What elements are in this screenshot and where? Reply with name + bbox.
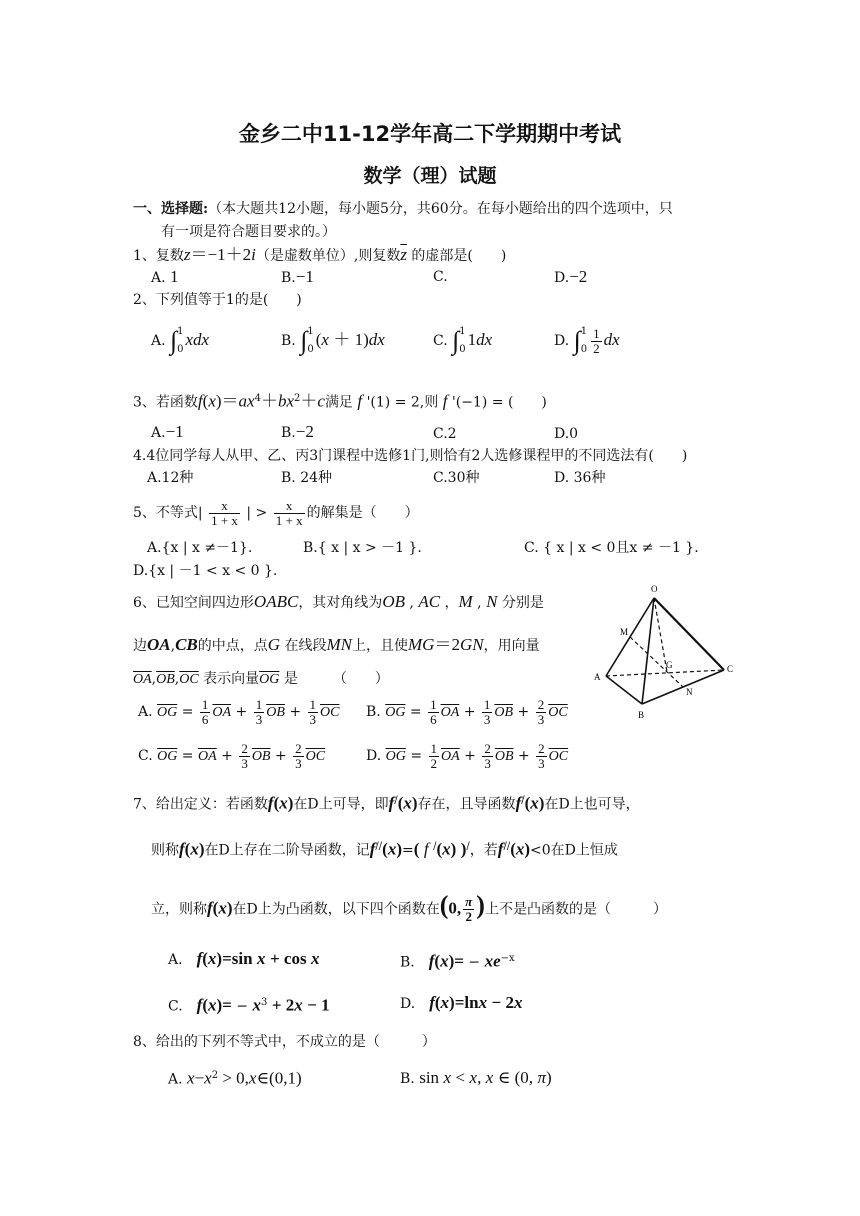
question-5-option-d: D.{x | －1 < x < 0 }. (133, 563, 278, 579)
question-8-stem: 8、给出的下列不等式中，不成立的是（ ） (133, 1034, 436, 1050)
question-6-line-3: $\overline{OA},\overline{OB},\overline{OC}$ 表示向量$\overline{OG}$ 是 （ ） (133, 671, 389, 687)
question-5-option-a: A.{x | x ≠－1}. (147, 540, 253, 556)
tetrahedron-figure (590, 580, 740, 725)
question-1-option-b: B.−1 (281, 267, 314, 286)
question-7-option-a: A. f(x)=sin x + cos x (168, 949, 320, 968)
question-2-option-d: D. ∫ 1 0 $\frac{1}{2}$ dx (554, 325, 620, 356)
question-3-option-d: D.0 (554, 426, 579, 442)
question-3-option-c: C.2 (433, 426, 457, 442)
question-1-option-d: D.−2 (554, 267, 588, 286)
question-7-line-1: 7、给出定义：若函数f(x)在D上可导，即f/(x)存在，且导函数f/(x)在D上也可导， (133, 793, 640, 813)
question-4-option-a: A.12种 (147, 470, 194, 486)
question-6-option-d: D. $\overline{OG}$ = $\frac{1}{2}$ $\overline{OA}$ + $\frac{2}{3}$ $\overline{OB}$ + $\frac{2}{3}$ $\overline{OC}$ (366, 740, 569, 771)
question-4-option-b: B. 24种 (281, 470, 333, 486)
question-5-option-c: C. { x | x < 0且x ≠ －1 }. (524, 540, 699, 556)
question-2-option-a: A. ∫ 1 0 xdx (151, 326, 210, 355)
question-4-option-c: C.30种 (433, 470, 480, 486)
figure-label-n: N (686, 687, 693, 697)
question-3-stem: 3、若函数$f(x)=ax^4+bx^2+c$满足 f '(1) = 2,则 f '(−1) = ( ) (133, 391, 547, 411)
question-2-option-b: B. ∫ 1 0 (x ＋ 1)dx (281, 326, 385, 355)
question-6-option-a: A. $\overline{OG}$ = $\frac{1}{6}$ $\overline{OA}$ + $\frac{1}{3}$ $\overline{OB}$ + $\frac{1}{3}$ $\overline{OC}$ (138, 696, 340, 727)
question-5-stem: 5、不等式| $\frac{x}{1 + x}$ | > $\frac{x}{1 + x}$ 的解集是（ ） (133, 497, 419, 528)
question-8-option-a: A. $x-x^2$ > 0,x∈(0,1) (168, 1068, 302, 1088)
figure-label-b: B (638, 710, 645, 720)
figure-label-g: G (666, 660, 673, 670)
question-1-stem: 1、复数z＝−1＋2i（是虚数单位）,则复数$\overline{z}$ 的虚部是( ) (133, 245, 507, 264)
question-6-line-1: 6、已知空间四边形OABC，其对角线为OB , AC ，M , N 分别是 (133, 592, 544, 611)
question-8-option-b: B. sin x < x, x ∈ (0, π) (400, 1068, 552, 1087)
section-instructions-line2: 有一项是符合题目要求的。） (161, 224, 336, 240)
exam-title: 金乡二中11-12学年高二下学期期中考试 (238, 122, 622, 146)
question-6-option-b: B. $\overline{OG}$ = $\frac{1}{6}$ $\overline{OA}$ + $\frac{1}{3}$ $\overline{OB}$ + $\frac{2}{3}$ $\overline{OC}$ (366, 696, 568, 727)
question-3-option-b: B.−2 (281, 422, 314, 441)
figure-label-o: O (651, 584, 658, 594)
question-1-option-c: C. (433, 269, 448, 285)
question-7-line-2: 则称f(x)在D上存在二阶导函数，记f//(x)=( f /(x) )/，若f//(x)<0在D上恒成 (151, 839, 618, 859)
question-6-option-c: C. $\overline{OG} = \overline{OA}$ + $\frac{2}{3}$ $\overline{OB}$ + $\frac{2}{3}$ $\overline{OC}$ (138, 740, 326, 771)
question-7-line-3: 立，则称f(x)在D上为凸函数，以下四个函数在(0, $\frac{\pi}{2}$ )上不是凸函数的是（ ） (151, 890, 667, 924)
figure-label-m: M (620, 627, 629, 637)
question-3-option-a: A.−1 (151, 422, 184, 441)
question-4-stem: 4.4位同学每人从甲、乙、丙3门课程中选修1门,则恰有2人选修课程甲的不同选法有( ) (133, 448, 688, 464)
figure-label-c: C (727, 664, 734, 674)
question-7-option-d: D. f(x)=lnx − 2x (400, 993, 523, 1012)
question-7-option-b: B. $f(x)= - xe^{-x}$ (400, 951, 515, 971)
exam-subtitle: 数学（理）试题 (363, 165, 497, 187)
question-6-line-2: 边OA,CB的中点，点G 在线段MN上，且使MG＝2GN，用向量 (133, 635, 540, 654)
question-7-option-c: C. $f(x)= - x^3 + 2x - 1$ (168, 995, 330, 1015)
figure-label-a: A (594, 672, 601, 682)
question-1-option-a: A. 1 (151, 267, 179, 286)
question-2-stem: 2、下列值等于1的是( ) (133, 292, 302, 308)
question-2-option-c: C. ∫ 1 0 1dx (433, 326, 493, 355)
section-instructions: 一、选择题:（本大题共12小题，每小题5分，共60分。在每小题给出的四个选项中，只 (133, 201, 673, 217)
section-heading: 一、选择题: (133, 201, 209, 217)
question-4-option-d: D. 36种 (554, 470, 606, 486)
question-5-option-b: B.{ x | x > －1 }. (303, 540, 422, 556)
